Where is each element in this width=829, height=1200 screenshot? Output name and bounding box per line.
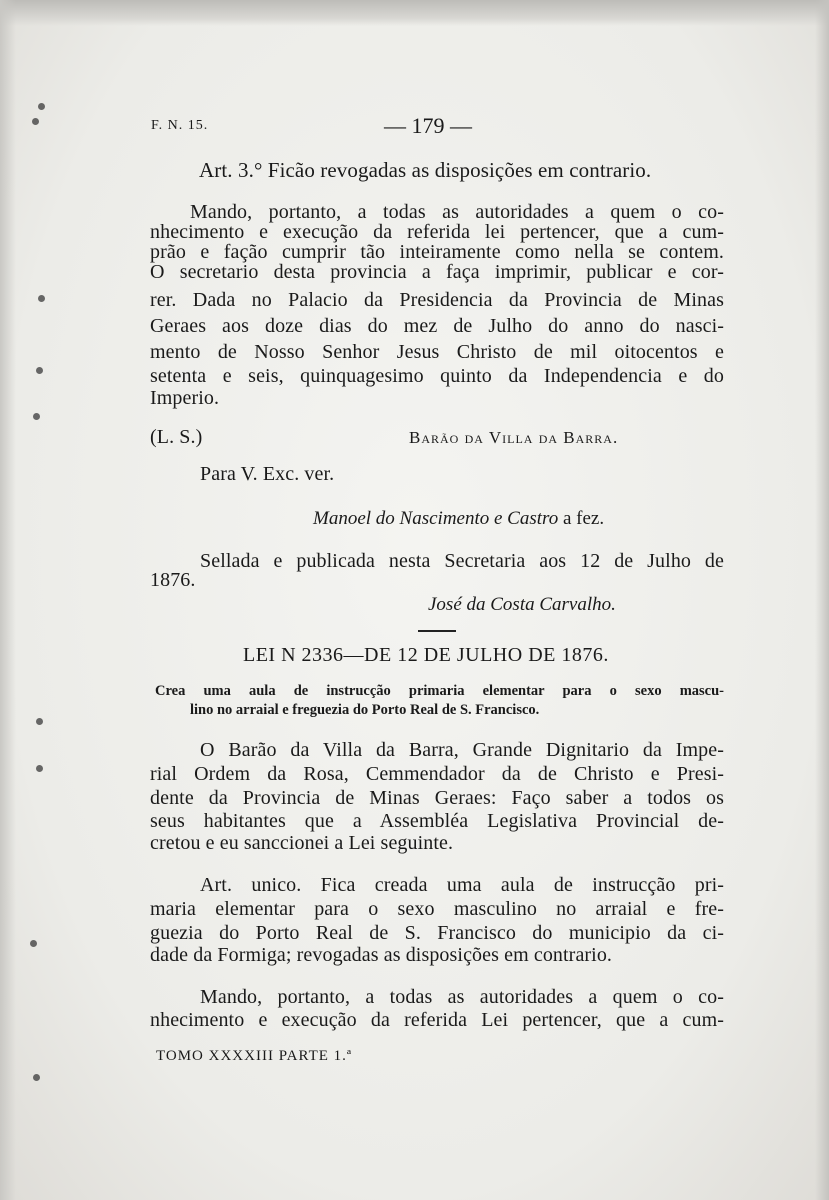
scan-border-top bbox=[0, 0, 829, 26]
decree-line: nhecimento e execução da referida lei pertencer, que a cum- bbox=[150, 221, 724, 243]
law-title: LEI N 2336—DE 12 DE JULHO DE 1876. bbox=[243, 644, 609, 666]
ink-speck bbox=[38, 103, 45, 110]
decree-line: Geraes aos doze dias do mez de Julho do anno do nasci- bbox=[150, 315, 724, 337]
sellada-line: Sellada e publicada nesta Secretaria aos 12 de Julho de bbox=[200, 550, 724, 572]
secretary-signature: José da Costa Carvalho. bbox=[428, 594, 616, 615]
para-ve-line: Para V. Exc. ver. bbox=[200, 463, 335, 485]
article-3: Art. 3.° Ficão revogadas as disposições em contrario. bbox=[199, 158, 652, 182]
section-divider bbox=[418, 630, 456, 632]
ink-speck bbox=[38, 295, 45, 302]
decree-line: O secretario desta provincia a faça imprimir, publicar e cor- bbox=[150, 261, 724, 283]
decree2-line: nhecimento e execução da referida Lei pertencer, que a cum- bbox=[150, 1009, 724, 1031]
decree-line: mento de Nosso Senhor Jesus Christo de mil oitocentos e bbox=[150, 341, 724, 363]
decree-line: Imperio. bbox=[150, 387, 220, 409]
ink-speck bbox=[36, 718, 43, 725]
clerk-line bbox=[313, 508, 604, 530]
ink-speck bbox=[33, 1074, 40, 1081]
preamble-line: seus habitantes que a Assembléa Legislativa Provincial de- bbox=[150, 810, 724, 832]
decree2-line: Mando, portanto, a todas as autoridades a quem o co- bbox=[200, 986, 724, 1008]
law-summary-line: lino no arraial e freguezia do Porto Real de S. Francisco. bbox=[190, 702, 540, 718]
scan-border-left bbox=[0, 0, 16, 1200]
ink-speck bbox=[33, 413, 40, 420]
decree-line: Mando, portanto, a todas as autoridades a quem o co- bbox=[190, 201, 724, 223]
article-unico-line: maria elementar para o sexo masculino no arraial e fre- bbox=[150, 898, 724, 920]
decree-line: prão e fação cumprir tão inteiramente como nella se contem. bbox=[150, 241, 724, 263]
footer-tome: TOMO XXXXIII PARTE 1.ª bbox=[156, 1048, 353, 1064]
ink-speck bbox=[36, 367, 43, 374]
ink-speck bbox=[36, 765, 43, 772]
article-unico-line: Art. unico. Fica creada uma aula de instrucção pri- bbox=[200, 874, 724, 896]
article-unico-line: guezia do Porto Real de S. Francisco do municipio da ci- bbox=[150, 922, 724, 944]
sellada-line: 1876. bbox=[150, 569, 196, 591]
page-number: — 179 — bbox=[384, 113, 472, 138]
law-summary-line: Crea uma aula de instrucção primaria elementar para o sexo mascu- bbox=[155, 683, 724, 699]
article-unico-line: dade da Formiga; revogadas as disposições em contrario. bbox=[150, 944, 613, 966]
ink-speck bbox=[30, 940, 37, 947]
preamble-line: O Barão da Villa da Barra, Grande Dignitario da Impe- bbox=[200, 739, 724, 761]
preamble-line: rial Ordem da Rosa, Cemmendador da de Christo e Presi- bbox=[150, 763, 724, 785]
signatory-name: Barão da Villa da Barra. bbox=[409, 428, 619, 447]
header-reference: F. N. 15. bbox=[151, 118, 209, 133]
seal-mark: (L. S.) bbox=[150, 426, 203, 448]
preamble-line: cretou e eu sanccionei a Lei seguinte. bbox=[150, 832, 454, 854]
clerk-name: Manoel do Nascimento e Castro bbox=[313, 508, 559, 529]
clerk-suffix: a fez. bbox=[558, 508, 605, 529]
decree-line: setenta e seis, quinquagesimo quinto da Independencia e do bbox=[150, 365, 724, 387]
scan-border-right bbox=[815, 0, 829, 1200]
preamble-line: dente da Provincia de Minas Geraes: Faço saber a todos os bbox=[150, 787, 724, 809]
decree-line: rer. Dada no Palacio da Presidencia da Provincia de Minas bbox=[150, 289, 724, 311]
ink-speck bbox=[32, 118, 39, 125]
